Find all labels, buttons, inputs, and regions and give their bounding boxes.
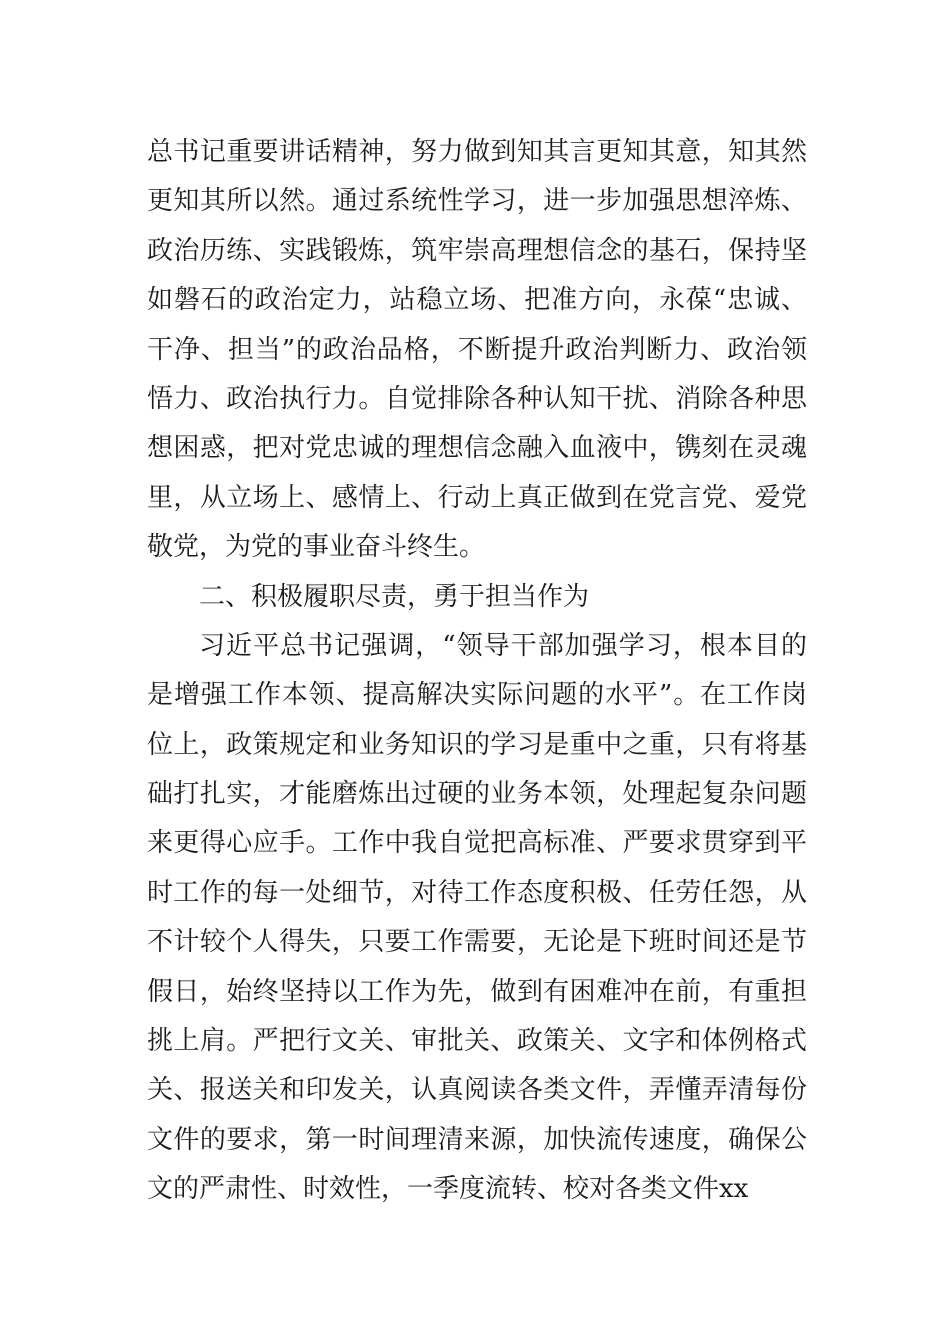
paragraph-line: 关、报送关和印发关，认真阅读各类文件，弄懂弄清每份 [147,1075,807,1106]
paragraph-line: 如磐石的政治定力，站稳立场、把准方向，永葆“忠诚、 [147,285,807,316]
paragraph-line: 位上，政策规定和业务知识的学习是重中之重，只有将基 [147,729,807,760]
document-body [147,128,807,1215]
paragraph-line: 总书记重要讲话精神，努力做到知其言更知其意，知其然 [147,137,807,167]
paragraph-line: 挑上肩。严把行文关、审批关、政策关、文字和体例格式 [147,1026,807,1057]
paragraph-line: 悟力、政治执行力。自觉排除各种认知干扰、消除各种思 [147,383,807,414]
paragraph-line: 政治历练、实践锻炼，筑牢崇高理想信念的基石，保持坚 [147,235,807,266]
paragraph-line: 础打扎实，才能磨炼出过硬的业务本领，处理起复杂问题 [147,779,807,810]
paragraph-line: 干净、担当”的政治品格，不断提升政治判断力、政治领 [147,334,807,365]
paragraph-line: 里，从立场上、感情上、行动上真正做到在党言党、爱党 [147,482,807,513]
paragraph-line: 时工作的每一处细节，对待工作态度积极、任劳任怨，从 [147,877,807,908]
paragraph-line: 文的严肃性、时效性，一季度流转、校对各类文件xx [147,1174,749,1205]
paragraph-line: 想困惑，把对党忠诚的理想信念融入血液中，镌刻在灵魂 [147,433,807,464]
paragraph-line: 是增强工作本领、提高解决实际问题的水平”。在工作岗 [147,680,807,711]
paragraph-line: 习近平总书记强调，“领导干部加强学习，根本目的 [199,630,807,661]
paragraph-line: 不计较个人得失，只要工作需要，无论是下班时间还是节 [147,927,807,958]
section-heading: 二、积极履职尽责，勇于担当作为 [199,581,590,612]
paragraph-line: 来更得心应手。工作中我自觉把高标准、严要求贯穿到平 [147,828,807,859]
paragraph-line: 更知其所以然。通过系统性学习，进一步加强思想淬炼、 [147,186,807,217]
paragraph-line: 文件的要求，第一时间理清来源，加快流传速度，确保公 [147,1124,807,1155]
paragraph-line: 敬党，为党的事业奋斗终生。 [147,532,486,563]
paragraph-line: 假日，始终坚持以工作为先，做到有困难冲在前，有重担 [147,976,807,1007]
